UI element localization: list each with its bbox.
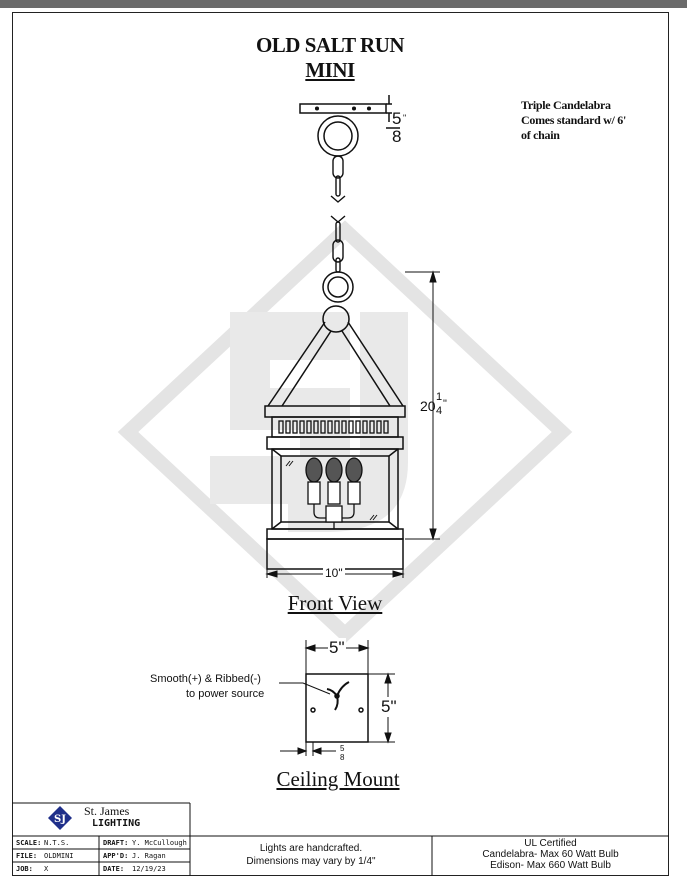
scale-value: N.T.S. — [44, 839, 70, 847]
edison-rating: Edison- Max 660 Watt Bulb — [490, 860, 611, 871]
top-loop — [318, 116, 358, 156]
page-title: OLD SALT RUN — [255, 33, 405, 57]
canopy-dim-num: 5 — [392, 109, 402, 128]
draft-label: DRAFT: — [103, 839, 129, 847]
height-dim-unit: " — [443, 398, 447, 410]
callout-line-1: Smooth(+) & Ribbed(-) — [150, 673, 261, 685]
file-label: FILE: — [16, 852, 38, 860]
handcrafted-note: Lights are handcrafted. — [259, 843, 363, 854]
company-tagline: LIGHTING — [92, 818, 141, 829]
note-line-2: Comes standard w/ 6' — [521, 113, 627, 127]
file-value: OLDMINI — [44, 852, 74, 860]
job-label: JOB: — [16, 865, 33, 873]
dimension-note: Dimensions may vary by 1/4" — [246, 856, 376, 867]
note-line-1: Triple Candelabra — [521, 98, 611, 112]
mount-width-label: 5" — [329, 638, 345, 657]
canopy-plate — [300, 104, 386, 113]
height-dim-num: 1 — [436, 391, 443, 403]
appd-label: APP'D: — [103, 852, 129, 860]
scale-label: SCALE: — [16, 839, 42, 847]
date-label: DATE: — [103, 865, 125, 873]
appd-value: J. Ragan — [132, 852, 166, 860]
mount-depth-num: 5 — [340, 744, 345, 753]
ceiling-mount-label: Ceiling Mount — [276, 767, 400, 791]
job-value: X — [44, 865, 49, 873]
canopy-dim-den: 8 — [392, 127, 402, 146]
height-dim-whole: 20 — [420, 398, 436, 414]
canopy — [300, 95, 400, 128]
sj-logo-icon — [48, 806, 72, 830]
candelabra-rating: Candelabra- Max 60 Watt Bulb — [482, 849, 619, 860]
mount-depth-den: 8 — [340, 753, 345, 762]
canopy-dim-mark: " — [403, 113, 407, 123]
note-line-3: of chain — [521, 128, 560, 142]
ul-certified: UL Certified — [524, 838, 577, 849]
width-dim-label: 10" — [325, 566, 343, 580]
chain-upper — [331, 156, 345, 272]
company-name: St. James — [84, 804, 130, 818]
page-subtitle: MINI — [305, 58, 355, 82]
mount-depth-dimension — [280, 742, 336, 756]
date-value: 12/19/23 — [132, 865, 166, 873]
callout-line-2: to power source — [186, 688, 265, 700]
front-view-label: Front View — [287, 591, 383, 615]
base — [267, 539, 403, 569]
svg-text:SJ: SJ — [54, 814, 66, 825]
draft-value: Y. McCullough — [132, 839, 187, 847]
callout-leader — [279, 683, 330, 694]
mount-height-label: 5" — [381, 697, 397, 716]
height-dim-den: 4 — [436, 405, 443, 417]
ceiling-mount-plate — [306, 674, 368, 742]
